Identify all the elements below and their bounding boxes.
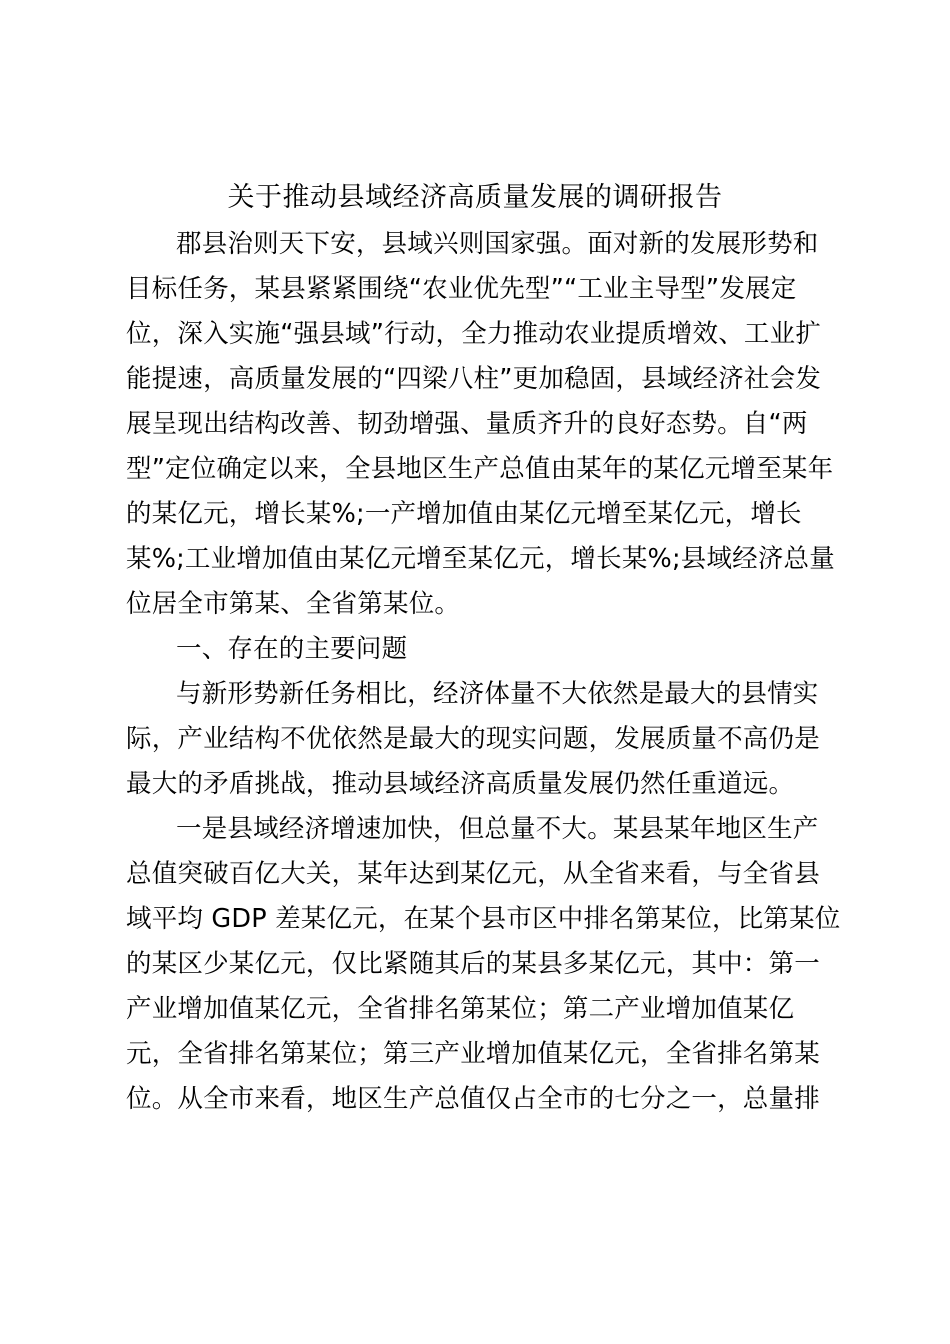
- text-line: 能提速，高质量发展的“四梁八柱”更加稳固，县域经济社会发: [126, 364, 822, 394]
- text-line: 展呈现出结构改善、韧劲增强、量质齐升的良好态势。自“两: [126, 409, 808, 439]
- text-line: 产业增加值某亿元，全省排名第某位；第二产业增加值某亿: [126, 994, 795, 1024]
- text-line: 际，产业结构不优依然是最大的现实问题，发展质量不高仍是: [126, 724, 820, 754]
- text-line: 的某区少某亿元，仅比紧随其后的某县多某亿元，其中：第一: [126, 949, 820, 979]
- text-line: 与新形势新任务相比，经济体量不大依然是最大的县情实: [176, 679, 819, 709]
- document-body: [126, 222, 846, 1122]
- text-line: 位居全市第某、全省第某位。: [126, 589, 461, 619]
- text-line: 一是县域经济增速加快，但总量不大。某县某年地区生产: [176, 814, 819, 844]
- text-line: 型”定位确定以来，全县地区生产总值由某年的某亿元增至某年: [126, 454, 834, 484]
- text-line: 目标任务，某县紧紧围绕“农业优先型”“工业主导型”发展定: [126, 274, 797, 304]
- text-line: 总值突破百亿大关，某年达到某亿元，从全省来看，与全省县: [126, 859, 820, 889]
- text-line: 郡县治则天下安，县域兴则国家强。面对新的发展形势和: [176, 229, 819, 259]
- text-line: 位。从全市来看，地区生产总值仅占全市的七分之一，总量排: [126, 1084, 820, 1114]
- point-one-paragraph: [126, 807, 846, 1122]
- section-heading: 一、存在的主要问题: [176, 634, 408, 664]
- text-line: 某%;工业增加值由某亿元增至某亿元，增长某%;县域经济总量: [126, 544, 835, 574]
- document-title: 关于推动县域经济高质量发展的调研报告: [227, 182, 723, 213]
- problems-paragraph: [126, 672, 846, 807]
- text-line: 域平均 GDP 差某亿元，在某个县市区中排名第某位，比第某位: [126, 904, 841, 934]
- text-line: 最大的矛盾挑战，推动县域经济高质量发展仍然任重道远。: [126, 769, 795, 799]
- text-line: 元，全省排名第某位；第三产业增加值某亿元，全省排名第某: [126, 1039, 820, 1069]
- text-line: 的某亿元，增长某%;一产增加值由某亿元增至某亿元，增长: [126, 499, 802, 529]
- intro-paragraph: [126, 222, 846, 627]
- text-line: 位，深入实施“强县域”行动，全力推动农业提质增效、工业扩: [126, 319, 822, 349]
